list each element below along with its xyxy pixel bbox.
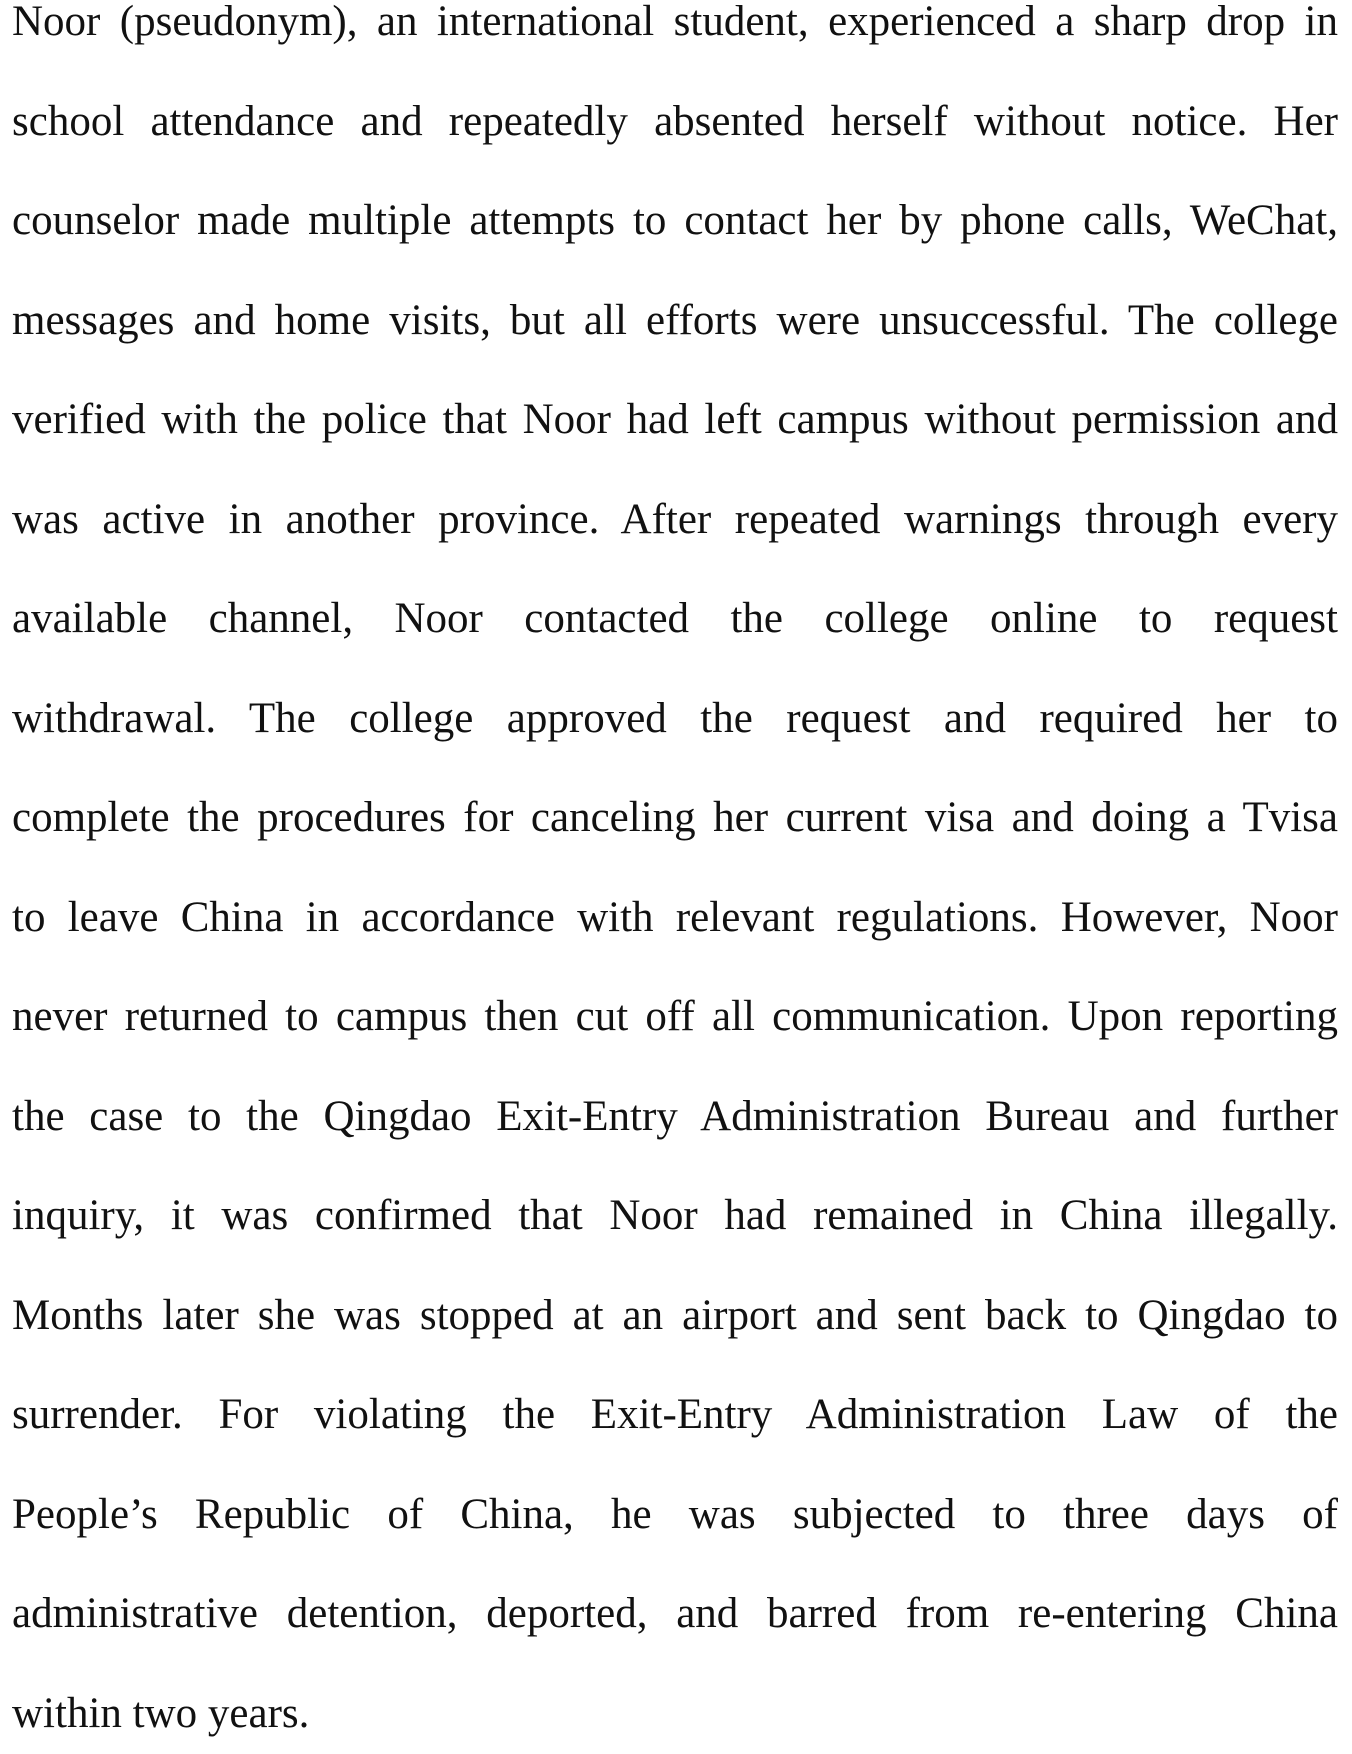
text-line: counselor made multiple attempts to contact her by phone calls, WeChat, <box>12 197 1338 244</box>
text-line: Noor (pseudonym), an international student, experienced a sharp drop in <box>12 0 1338 45</box>
text-line: messages and home visits, but all efforts were unsuccessful. The college <box>12 296 1338 344</box>
text-line: complete the procedures for canceling her current visa and doing a Tvisa <box>12 794 1338 841</box>
document-page <box>12 0 1338 1754</box>
text-line: People’s Republic of China, he was subjected to three days of <box>12 1490 1338 1538</box>
text-line: within two years. <box>12 1689 310 1737</box>
text-line: available channel, Noor contacted the college online to request <box>12 595 1338 642</box>
text-line: school attendance and repeatedly absented herself without notice. Her <box>12 97 1338 145</box>
text-line: inquiry, it was confirmed that Noor had remained in China illegally. <box>12 1192 1338 1239</box>
body-paragraph <box>12 0 1338 1754</box>
text-line: verified with the police that Noor had left campus without permission and <box>12 396 1338 443</box>
text-line: Months later she was stopped at an airport and sent back to Qingdao to <box>12 1291 1338 1339</box>
text-line: never returned to campus then cut off all communication. Upon reporting <box>12 993 1338 1040</box>
text-line: to leave China in accordance with relevant regulations. However, Noor <box>12 893 1338 941</box>
text-line: the case to the Qingdao Exit-Entry Administration Bureau and further <box>12 1092 1338 1140</box>
text-line: administrative detention, deported, and barred from re-entering China <box>12 1590 1338 1637</box>
text-line: was active in another province. After repeated warnings through every <box>12 495 1338 543</box>
text-line: surrender. For violating the Exit-Entry Administration Law of the <box>12 1391 1338 1438</box>
text-line: withdrawal. The college approved the request and required her to <box>12 694 1338 742</box>
